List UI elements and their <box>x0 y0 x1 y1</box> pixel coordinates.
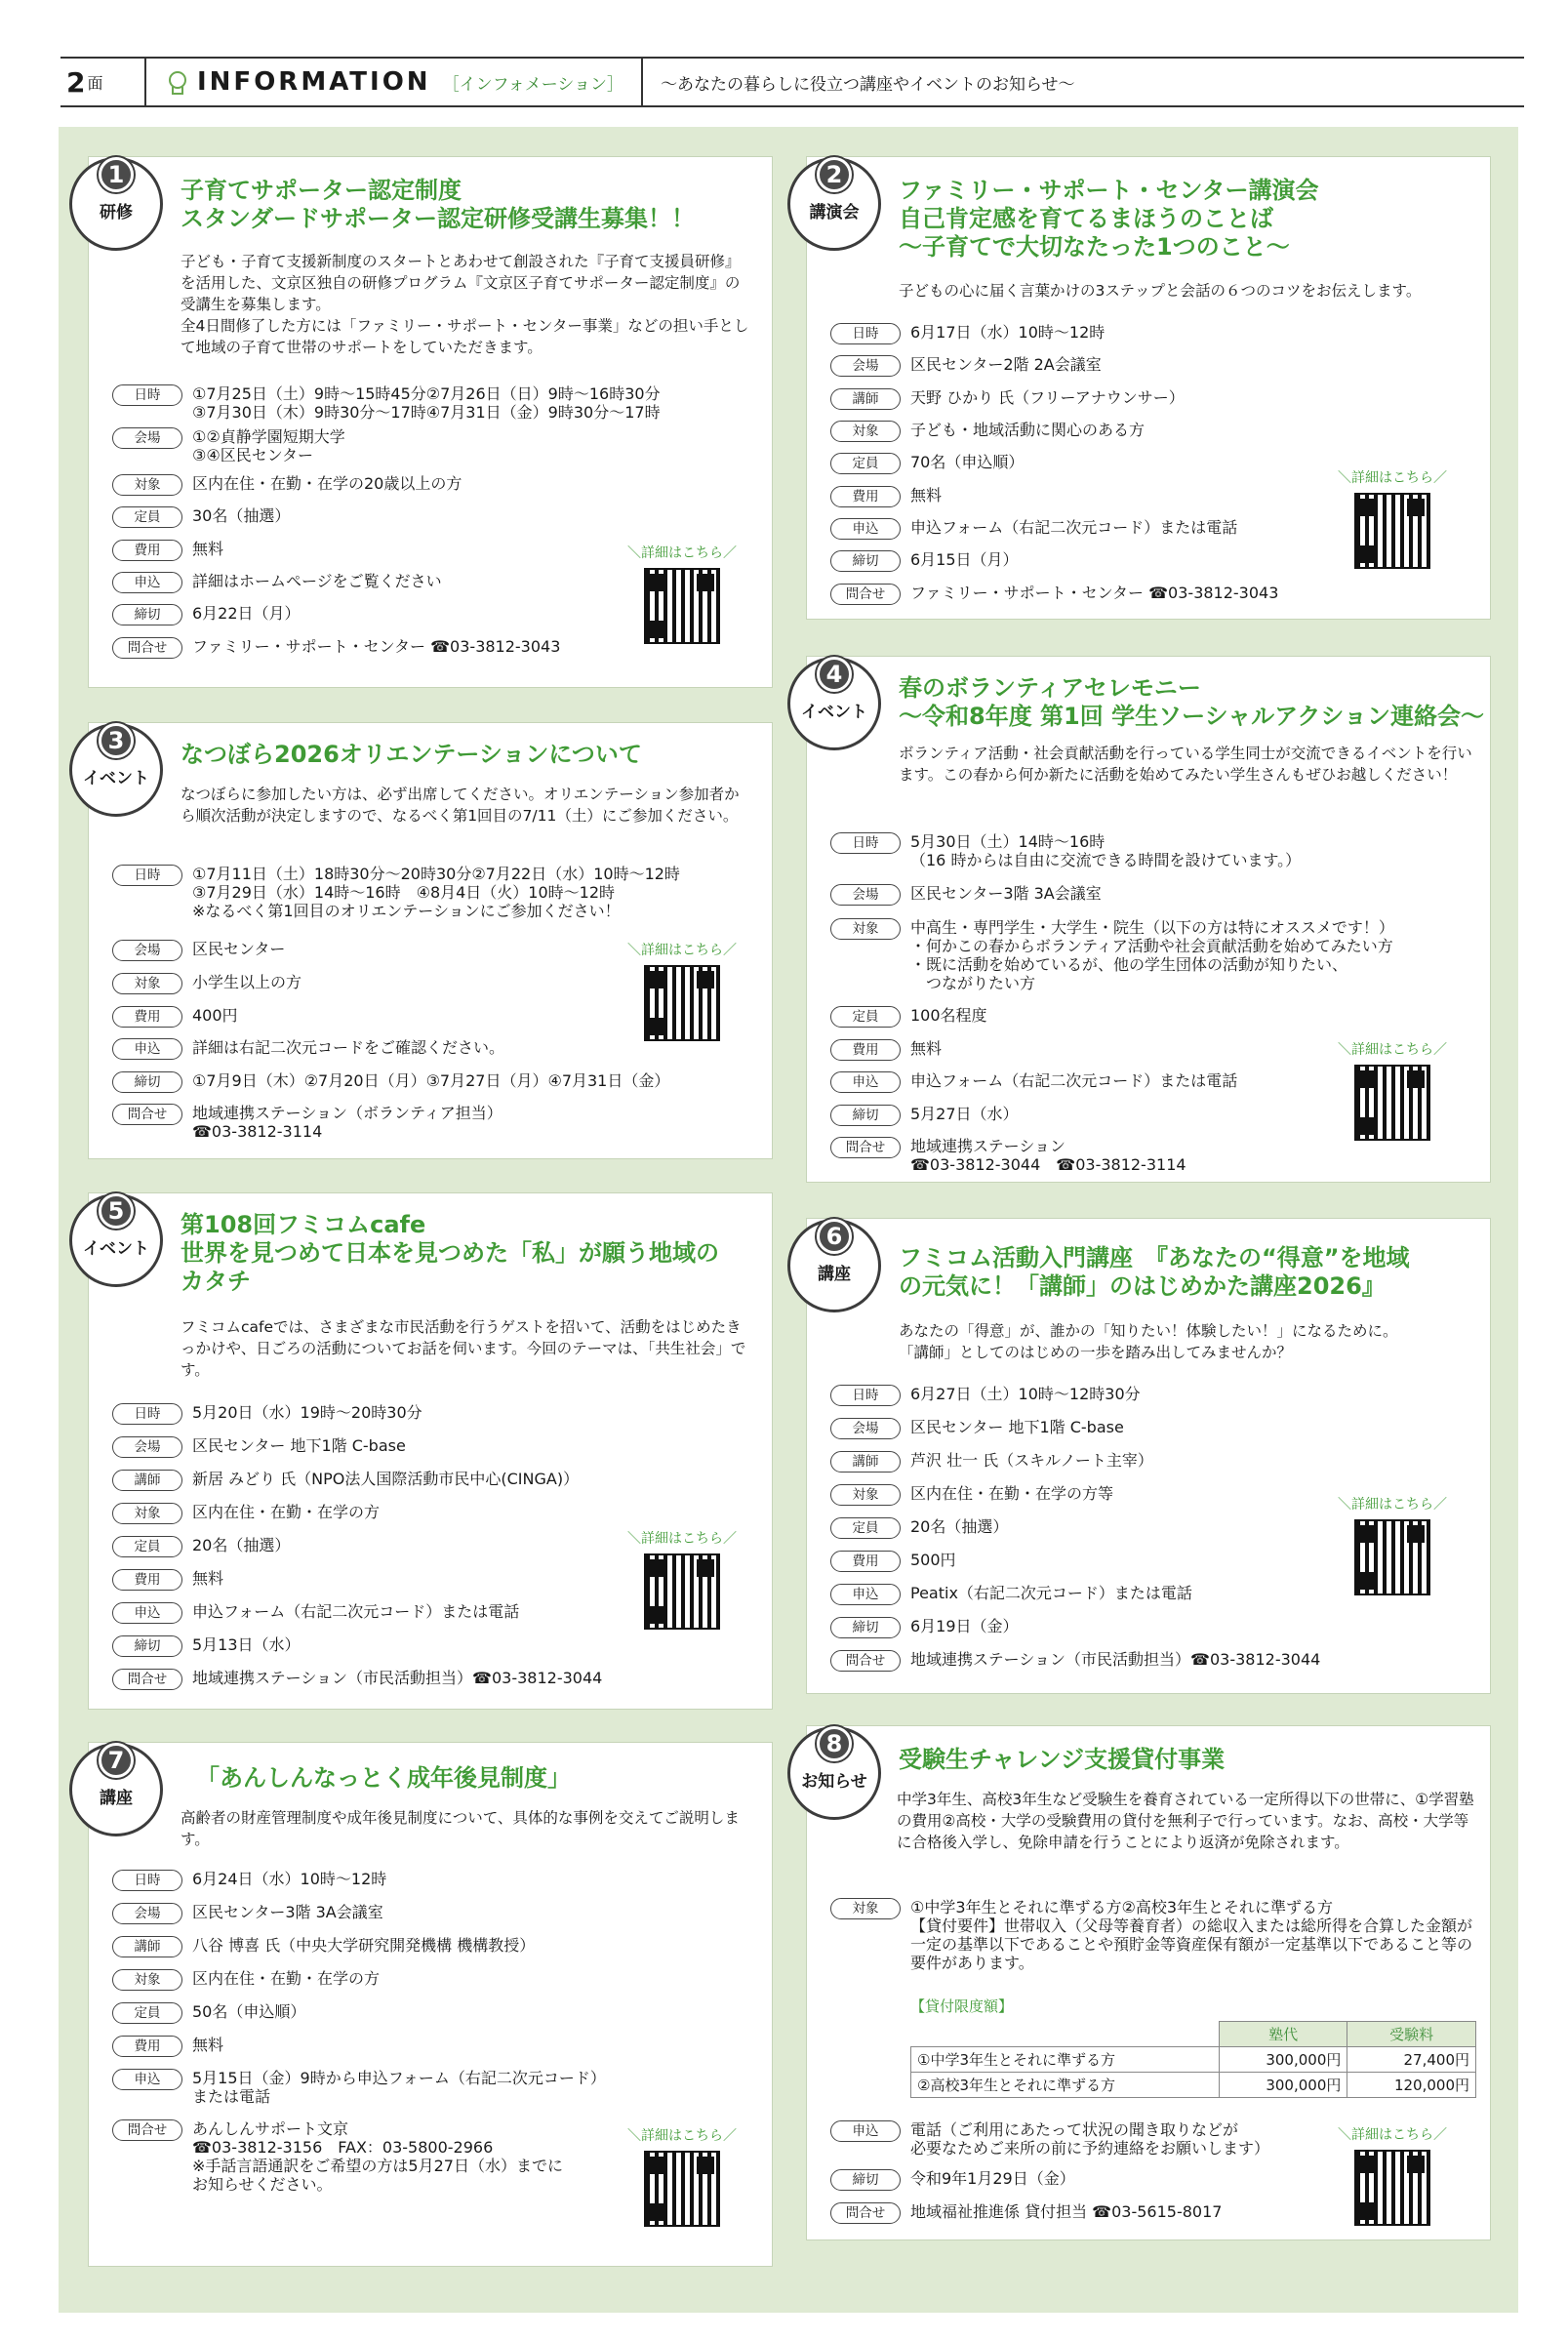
card-title: なつぼら2026オリエンテーションについて <box>181 741 642 768</box>
row-contact: 問合せ 地域連携ステーション（市民活動担当）☎03-3812-3044 <box>830 1650 1320 1672</box>
row-fee: 費用 無料 <box>112 1569 223 1591</box>
card-title: ファミリー・サポート・センター講演会 自己肯定感を育てるまほうのことば ～子育てで大切なたった1つのこと～ <box>899 177 1319 261</box>
row-target: 対象 区内在住・在勤・在学の方 <box>112 1969 380 1991</box>
card-4 <box>801 656 1491 1183</box>
row-apply: 申込 5月15日（金）9時から申込フォーム（右記二次元コード） または電話 <box>112 2069 606 2106</box>
row-capacity: 定員 30名（抽選） <box>112 506 290 528</box>
row-deadline: 締切 5月27日（水） <box>830 1105 1019 1126</box>
qr-code-icon <box>644 2151 720 2227</box>
qr-code-link[interactable]: ＼詳細はこちら／ <box>623 543 741 644</box>
card-title: 第108回フミコムcafe 世界を見つめて日本を見つめた「私」が願う地域の カタチ <box>181 1211 719 1295</box>
row-contact: 問合せ ファミリー・サポート・センター ☎03-3812-3043 <box>112 637 560 659</box>
row-capacity: 定員 20名（抽選） <box>830 1517 1008 1539</box>
card-6 <box>806 1218 1491 1694</box>
row-venue: 会場 区民センター2階 2A会議室 <box>830 355 1102 377</box>
row-target: 対象 区内在住・在勤・在学の20歳以上の方 <box>112 474 462 496</box>
card-title: 受験生チャレンジ支援貸付事業 <box>899 1746 1226 1773</box>
qr-code-icon <box>1354 493 1430 569</box>
card-lead: あなたの「得意」が、誰かの「知りたい！体験したい！」になるために。 「講師」としてのはじめの一歩を踏み出してみませんか？ <box>899 1322 1398 1361</box>
row-capacity: 定員 50名（申込順） <box>112 2002 305 2024</box>
page-number: 2 面 <box>60 59 146 105</box>
badge-7: 7 講座 <box>69 1743 163 1836</box>
card-title: 子育てサポーター認定制度 スタンダードサポーター認定研修受講生募集！！ <box>181 177 696 232</box>
row-target: 対象 子ども・地域活動に関心のある方 <box>830 421 1145 442</box>
row-date: 日時 ①7月11日（土）18時30分～20時30分②7月22日（水）10時～12時 ③7月29日（水）14時～16時 ④8月4日（火）10時～12時 ※なるべく第1回目のオリエンテーションにご参加ください！ <box>112 865 680 920</box>
row-contact: 問合せ ファミリー・サポート・センター ☎03-3812-3043 <box>830 584 1278 605</box>
card-lead: 中学3年生、高校3年生など受験生を養育されている一定所得以下の世帯に、①学習塾の費用②高校・大学の受験費用の貸付を無利子で行っています。なお、高校・大学等に合格後入学し、免除申請を行うことにより返済が免除されます。 <box>897 1791 1474 1851</box>
row-fee: 費用 500円 <box>830 1551 956 1572</box>
row-deadline: 締切 6月19日（金） <box>830 1617 1019 1638</box>
row-apply: 申込 申込フォーム（右記二次元コード）または電話 <box>830 1071 1237 1093</box>
row-venue: 会場 区民センター 地下1階 C-base <box>830 1418 1124 1439</box>
row-target: 対象 区内在住・在勤・在学の方等 <box>830 1484 1113 1506</box>
card-8 <box>801 1725 1491 2240</box>
badge-6: 6 講座 <box>787 1219 881 1312</box>
badge-3: 3 イベント <box>69 723 163 817</box>
badge-1: 1 研修 <box>69 157 163 251</box>
info-subtitle: ［インフォメーション］ <box>442 74 624 95</box>
badge-5: 5 イベント <box>69 1193 163 1287</box>
badge-4: 4 イベント <box>787 657 881 750</box>
qr-code-link[interactable]: ＼詳細はこちら／ <box>623 940 741 1041</box>
table-row: ①中学3年生とそれに準ずる方 300,000円 27,400円 <box>911 2047 1476 2073</box>
row-capacity: 定員 20名（抽選） <box>112 1536 290 1557</box>
row-contact: 問合せ 地域連携ステーション（市民活動担当）☎03-3812-3044 <box>112 1669 602 1690</box>
col-exam: 受験料 <box>1347 2022 1476 2047</box>
row-date: 日時 6月17日（水）10時～12時 <box>830 323 1105 344</box>
row-fee: 費用 無料 <box>830 486 942 507</box>
row-apply: 申込 詳細は右記二次元コードをご確認ください。 <box>112 1038 504 1060</box>
card-lead: フミコムcafeでは、さまざまな市民活動を行うゲストを招いて、活動をはじめたきっかけや、日ごろの活動についてお話を伺います。今回のテーマは、「共生社会」です。 <box>181 1318 746 1379</box>
row-fee: 費用 400円 <box>112 1006 238 1028</box>
qr-code-link[interactable]: ＼詳細はこちら／ <box>1334 2124 1451 2226</box>
qr-code-link[interactable]: ＼詳細はこちら／ <box>1334 1039 1451 1141</box>
lightbulb-icon <box>164 67 189 97</box>
card-lead: なつぼらに参加したい方は、必ず出席してください。オリエンテーション参加者から順次活動が決定しますので、なるべく第1回目の7/11（土）にご参加ください。 <box>181 786 740 825</box>
qr-code-link[interactable]: ＼詳細はこちら／ <box>623 2125 741 2227</box>
qr-code-icon <box>644 965 720 1041</box>
row-fee: 費用 無料 <box>112 540 223 561</box>
row-contact: 問合せ 地域福祉推進係 貸付担当 ☎03-5615-8017 <box>830 2202 1222 2224</box>
badge-2: 2 講演会 <box>787 157 881 251</box>
row-date: 日時 ①7月25日（土）9時～15時45分②7月26日（日）9時～16時30分 ③7月30日（木）9時30分～17時④7月31日（金）9時30分～17時 <box>112 384 661 422</box>
row-apply: 申込 申込フォーム（右記二次元コード）または電話 <box>830 518 1237 540</box>
row-apply: 申込 申込フォーム（右記二次元コード）または電話 <box>112 1602 519 1624</box>
row-lecturer: 講師 八谷 博喜 氏（中央大学研究開発機構 機構教授） <box>112 1936 535 1957</box>
row-target: 対象 小学生以上の方 <box>112 973 302 994</box>
row-date: 日時 5月20日（水）19時～20時30分 <box>112 1403 422 1425</box>
row-deadline: 締切 令和9年1月29日（金） <box>830 2169 1075 2191</box>
info-heading <box>146 59 643 105</box>
card-lead: ボランティア活動・社会貢献活動を行っている学生同士が交流できるイベントを行います。この春から何か新たに活動を始めてみたい学生さんもぜひお越しください！ <box>899 745 1472 784</box>
card-title: 春のボランティアセレモニー ～令和8年度 第1回 学生ソーシャルアクション連絡会～ <box>899 674 1484 730</box>
card-lead: 子ども・子育て支援新制度のスタートとあわせて創設された『子育て支援員研修』を活用した、文京区独自の研修プログラム『文京区子育てサポーター認定制度』の受講生を募集します。 全4日間修了した方には「ファミリー・サポート・センター事業」などの担い手として地域の子育て世帯のサポートをしていただきます。 <box>181 253 749 356</box>
row-apply: 申込 詳細はホームページをご覧ください <box>112 572 442 593</box>
row-target: 対象 ①中学3年生とそれに準ずる方②高校3年生とそれに準ずる方 【貸付要件】世帯収入（父母等養育者）の総収入または総所得を合算した金額が一定の基準以下であることや預貯金等資産保有額が一定基準以下であること等の要件があります。 <box>830 1898 1476 1972</box>
row-apply: 申込 電話（ご利用にあたって状況の聞き取りなどが 必要なためご来所の前に予約連絡をお願いします） <box>830 2120 1269 2158</box>
row-deadline: 締切 6月22日（月） <box>112 604 301 625</box>
card-5 <box>83 1192 773 1710</box>
row-capacity: 定員 70名（申込順） <box>830 453 1024 474</box>
row-venue: 会場 区民センター 地下1階 C-base <box>112 1436 406 1458</box>
tagline: ～あなたの暮らしに役立つ講座やイベントのお知らせ～ <box>661 74 1075 95</box>
qr-code-icon <box>1354 1519 1430 1595</box>
card-lead: 高齢者の財産管理制度や成年後見制度について、具体的な事例を交えてご説明します。 <box>181 1809 740 1848</box>
row-contact: 問合せ 地域連携ステーション（ボランティア担当） ☎03-3812-3114 <box>112 1104 503 1141</box>
page-header <box>60 57 1524 107</box>
row-date: 日時 6月24日（水）10時～12時 <box>112 1870 386 1891</box>
row-date: 日時 5月30日（土）14時～16時 （16 時からは自由に交流できる時間を設けています。） <box>830 832 1301 869</box>
row-contact: 問合せ 地域連携ステーション ☎03-3812-3044 ☎03-3812-3114 <box>830 1137 1186 1174</box>
row-deadline: 締切 5月13日（水） <box>112 1635 301 1657</box>
qr-code-icon <box>1354 2150 1430 2226</box>
qr-code-link[interactable]: ＼詳細はこちら／ <box>1334 1494 1451 1595</box>
row-venue: 会場 区民センター <box>112 940 285 961</box>
row-venue: 会場 区民センター3階 3A会議室 <box>112 1903 383 1924</box>
card-1 <box>88 156 773 688</box>
col-juku: 塾代 <box>1219 2022 1347 2047</box>
row-contact: 問合せ あんしんサポート文京 ☎03-3812-3156 FAX：03-5800-2966 ※手話言語通訳をご希望の方は5月27日（水）までに お知らせください。 <box>112 2119 563 2194</box>
card-2 <box>806 156 1491 620</box>
card-title: 「あんしんなっとく成年後見制度」 <box>196 1764 571 1792</box>
row-lecturer: 講師 新居 みどり 氏（NPO法人国際活動市民中心(CINGA)） <box>112 1470 579 1491</box>
qr-code-link[interactable]: ＼詳細はこちら／ <box>623 1528 741 1630</box>
row-venue: 会場 区民センター3階 3A会議室 <box>830 884 1102 906</box>
qr-code-icon <box>644 568 720 644</box>
card-title: フミコム活動入門講座 『あなたの“得意”を地域 の元気に！「講師」のはじめかた講座2026』 <box>899 1244 1410 1300</box>
info-title: INFORMATION <box>197 67 431 97</box>
row-target: 対象 区内在住・在勤・在学の方 <box>112 1503 380 1524</box>
loan-limit-table <box>910 2021 1476 2098</box>
row-venue: 会場 ①②貞静学園短期大学 ③④区民センター <box>112 427 345 464</box>
row-fee: 費用 無料 <box>112 2036 223 2057</box>
row-date: 日時 6月27日（土）10時～12時30分 <box>830 1385 1141 1406</box>
badge-8: 8 お知らせ <box>787 1726 881 1820</box>
card-7 <box>88 1742 773 2267</box>
row-capacity: 定員 100名程度 <box>830 1006 987 1028</box>
card-3 <box>83 722 773 1159</box>
row-lecturer: 講師 天野 ひかり 氏（フリーアナウンサー） <box>830 388 1185 410</box>
row-deadline: 締切 ①7月9日（木）②7月20日（月）③7月27日（月）④7月31日（金） <box>112 1071 669 1093</box>
card-lead: 子どもの心に届く言葉かけの3ステップと会話の６つのコツをお伝えします。 <box>899 282 1422 300</box>
qr-code-link[interactable]: ＼詳細はこちら／ <box>1334 467 1451 569</box>
table-row: ②高校3年生とそれに準ずる方 300,000円 120,000円 <box>911 2073 1476 2098</box>
row-apply: 申込 Peatix（右記二次元コード）または電話 <box>830 1584 1192 1605</box>
qr-code-icon <box>1354 1065 1430 1141</box>
row-deadline: 締切 6月15日（月） <box>830 550 1019 572</box>
table-corner <box>911 2022 1220 2047</box>
row-lecturer: 講師 芦沢 壮一 氏（スキルノート主宰） <box>830 1451 1153 1473</box>
row-fee: 費用 無料 <box>830 1039 942 1061</box>
loan-limit-heading: 【貸付限度額】 <box>910 1997 1014 2015</box>
qr-code-icon <box>644 1553 720 1630</box>
row-target: 対象 中高生・専門学生・大学生・院生（以下の方は特にオススメです！） ・何かこの春からボランティア活動や社会貢献活動を始めてみたい方 ・既に活動を始めているが、他の学生団体の活動が知りたい、 つながりたい方 <box>830 918 1394 992</box>
